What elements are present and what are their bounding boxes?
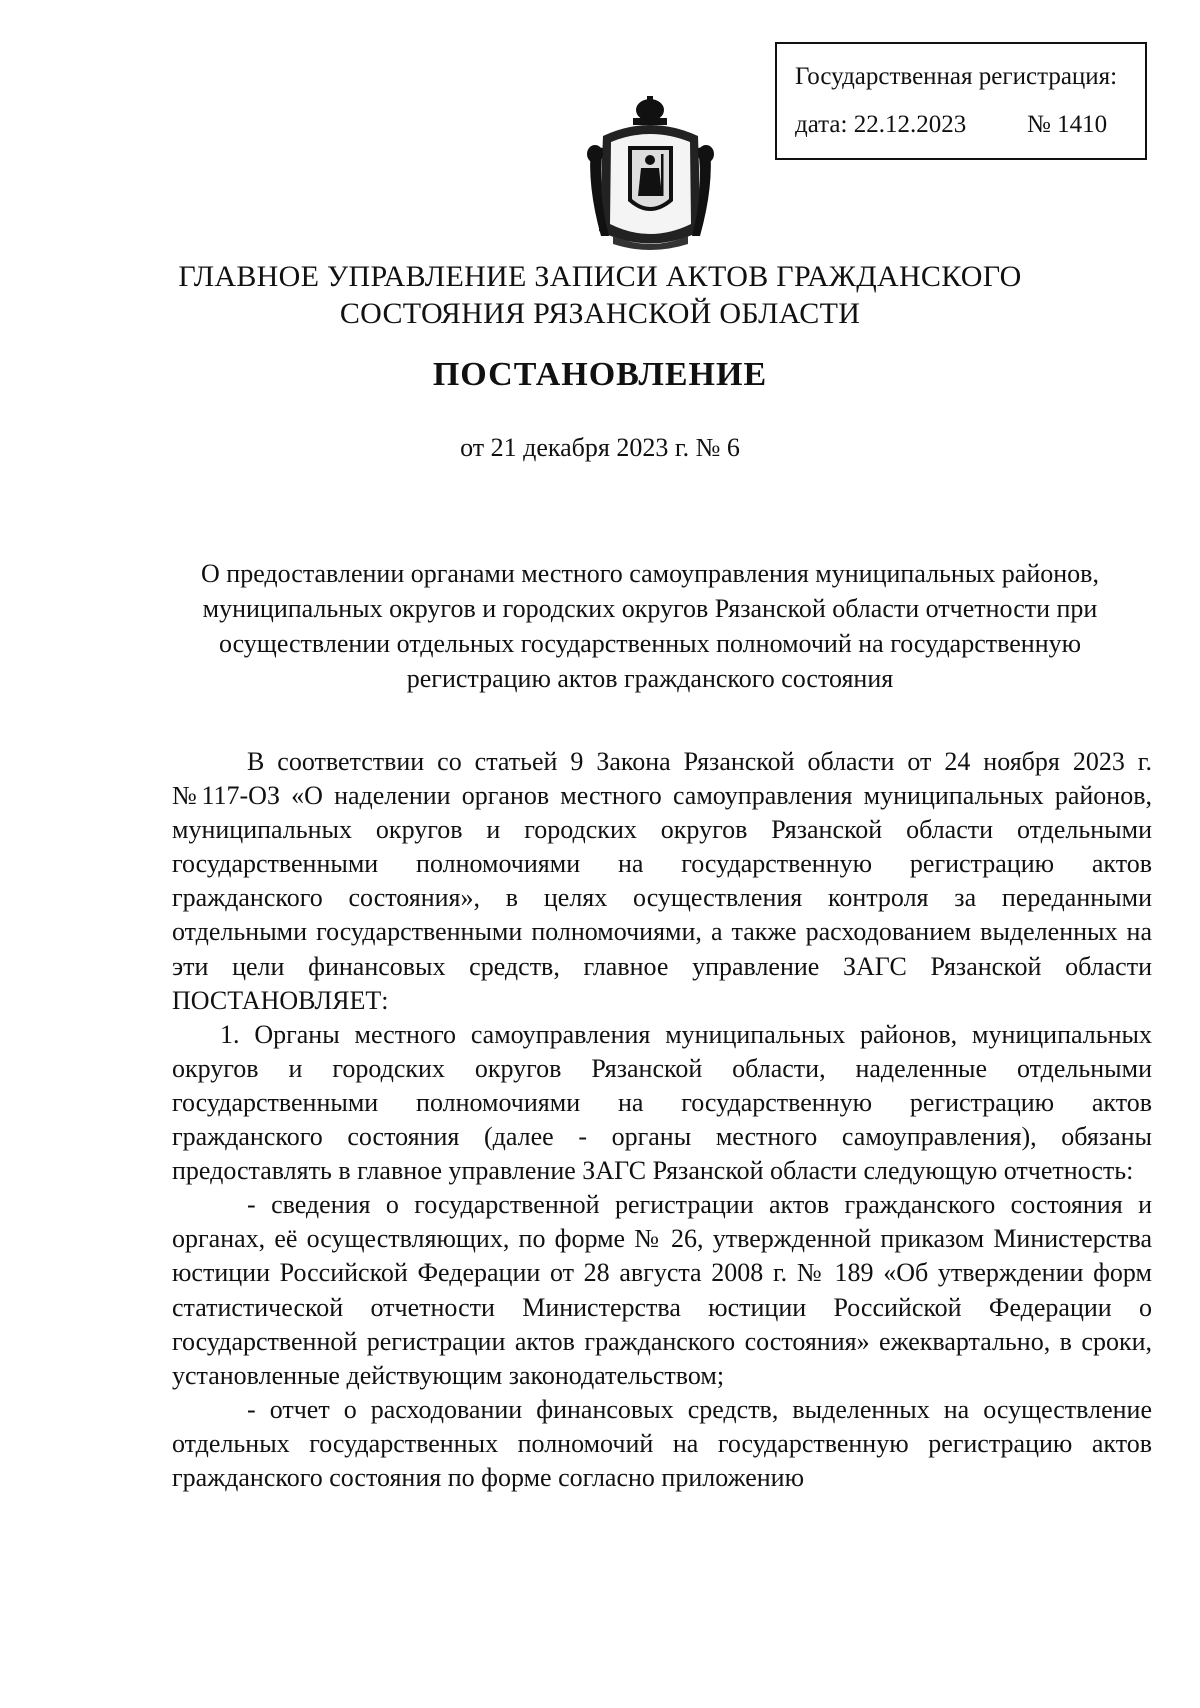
- list-item: - сведения о государственной регистрации актов гражданского состояния и органах, её осуществляющих, по форме № 26, утвержденной приказом Министерства юстиции Российской Федерации от 28 августа 2008 г. № 189 «Об утверждении форм статистической отчетности Министерства юстиции Российской Федерации о государственной регистрации актов гражданского состояния» ежеквартально, в сроки, установленные действующим законодательством;: [172, 1190, 1152, 1390]
- document-body: [172, 745, 1152, 1495]
- ryazan-coat-of-arms-icon: [583, 96, 718, 256]
- registration-number: № 1410: [1027, 111, 1108, 138]
- organization-title-line2: СОСТОЯНИЯ РЯЗАНСКОЙ ОБЛАСТИ: [339, 297, 861, 330]
- list-item: - отчет о расходовании финансовых средств, выделенных на осуществление отдельных государственных полномочий на государственную регистрацию актов гражданского состояния по форме согласно приложению: [172, 1394, 1152, 1492]
- preamble-paragraph: В соответствии со статьей 9 Закона Рязанской области от 24 ноября 2023 г. №117-ОЗ «О наделении органов местного самоуправления муниципальных районов, муниципальных округов и городских округов Рязанской области отдельными государственными полномочиями на государственную регистрацию актов гражданского состояния», в целях осуществления контроля за переданными отдельными государственными полномочиями, а также расходованием выделенных на эти цели финансовых средств, главное управление ЗАГС Рязанской области ПОСТАНОВЛЯЕТ:: [172, 747, 1152, 1015]
- organization-title-line1: ГЛАВНОЕ УПРАВЛЕНИЕ ЗАПИСИ АКТОВ ГРАЖДАНСКОГО: [178, 260, 1022, 293]
- registration-stamp: [775, 42, 1147, 160]
- organization-title: [130, 258, 1070, 332]
- item-1-paragraph: 1. Органы местного самоуправления муниципальных районов, муниципальных округов и городских округов Рязанской области, наделенные отдельными государственными полномочиями на государственную регистрацию актов гражданского состояния (далее - органы местного самоуправления), обязаны предоставлять в главное управление ЗАГС Рязанской области следующую отчетность:: [172, 1019, 1152, 1186]
- document-subject: О предоставлении органами местного самоуправления муниципальных районов, муниципальных округов и городских округов Рязанской области отчетности при осуществлении отдельных государственных полномочий на государственную регистрацию актов гражданского состояния: [201, 559, 1099, 693]
- registration-date: дата: 22.12.2023: [795, 111, 967, 138]
- document-type: ПОСТАНОВЛЕНИЕ: [432, 356, 768, 393]
- registration-title: Государственная регистрация:: [795, 63, 1118, 90]
- document-date: от 21 декабря 2023 г. № 6: [460, 433, 740, 462]
